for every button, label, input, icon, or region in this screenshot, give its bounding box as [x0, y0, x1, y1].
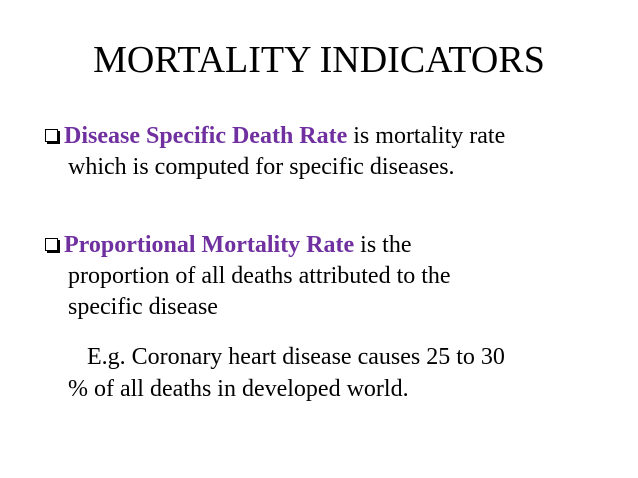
- example-line: E.g. Coronary heart disease causes 25 to 30: [87, 344, 505, 370]
- checkbox-square-icon: [45, 238, 58, 251]
- bullet-proportional-mortality-rate: [45, 230, 605, 323]
- bullet-term: Proportional Mortality Rate: [64, 232, 355, 258]
- bullet-line: [45, 230, 605, 261]
- slide-title: MORTALITY INDICATORS: [93, 39, 545, 81]
- bullet-line: specific disease: [68, 294, 218, 320]
- bullet-term: Disease Specific Death Rate: [64, 123, 348, 149]
- bullet-line: [45, 121, 605, 152]
- checkbox-square-icon: [45, 129, 58, 142]
- example-text: [68, 341, 608, 405]
- bullet-text: is mortality rate: [347, 123, 506, 149]
- bullet-text: is the: [354, 232, 412, 258]
- bullet-disease-specific-death-rate: [45, 121, 605, 183]
- bullet-line: proportion of all deaths attributed to the: [68, 263, 451, 289]
- bullet-line: which is computed for specific diseases.: [68, 154, 455, 180]
- example-line: % of all deaths in developed world.: [68, 376, 409, 402]
